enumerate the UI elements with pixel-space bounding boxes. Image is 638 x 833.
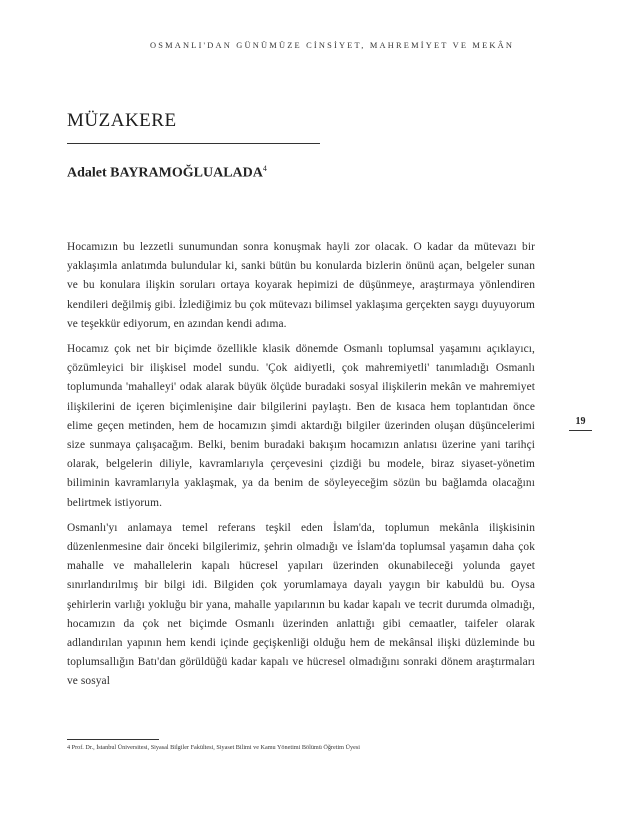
author-footnote-marker: 4	[262, 164, 267, 173]
section-title: MÜZAKERE	[67, 110, 177, 131]
title-underline	[67, 143, 320, 144]
footnote: 4 Prof. Dr., İstanbul Üniversitesi, Siyasal Bilgiler Fakültesi, Siyaset Bilimi ve Kamu Yönetimi Bölümü Öğretim Üyesi	[67, 744, 360, 751]
paragraph: Osmanlı'yı anlamaya temel referans teşkil eden İslam'da, toplumun mekânla ilişkisinin düzenlenmesine dair önceki bilgilerimiz, şehrin olmadığı ve İslam'da toplumsal yaşamın daha çok mahalle ve mahallelerin kapalı hücresel yapıları üzerinden okunabileceği yolunda gayet sınırlandırılmış bir bilgi idi. Bilgiden çok yorumlamaya dayalı yaygın bir kabuldü bu. Oysa şehirlerin varlığı yokluğu bir yana, mahalle yapılarının bu kadar kapalı ve tecrit durumda olmadığı, hocamızın da çok net biçimde Osmanlı üzerinden anlattığı gibi cemaatler, taifeler olarak adlandırılan yapının hem kendi içinde geçişkenliği olduğu hem de mekânsal ilişki düzleminde bu toplumsallığın Batı'dan görüldüğü kadar kapalı ve hücresel olmadığını sonraki dönem araştırmaları ve sosyal	[67, 521, 535, 688]
paragraph: Hocamızın bu lezzetli sunumundan sonra konuşmak hayli zor olacak. O kadar da mütevazı bir yaklaşımla anlatımda bulundular ki, sanki bütün bu konularda bizlerin önünü açan, belgeler sunan ve bu konulara ilişkin soruları ortaya koyarak hepimizi de düşünmeye, araştırmaya yönlendiren kendileri değilmiş gibi. İzlediğimiz bu çok mütevazı bilimsel yaklaşıma gerçekten saygı duyuyorum ve teşekkür ediyorum, en azından kendi adıma.	[67, 241, 535, 330]
body-text	[67, 238, 535, 698]
footnote-divider	[67, 739, 159, 740]
page-number: 19	[569, 416, 592, 431]
paragraph: Hocamız çok net bir biçimde özellikle klasik dönemde Osmanlı toplumsal yaşamını açıklayıcı, çözümleyici bir ilişkisel model sundu. 'Çok aidiyetli, çok mahremiyetli' tanımladığı Osmanlı toplumunda 'mahalleyi' odak alarak büyük ölçüde buradaki sosyal ilişkilerin mekân ve mahremiyet ilişkilerini de içeren biçimlenişine dair bilgilerini paylaştı. Ben de kısaca hem toplantıdan önce elime geçen metinden, hem de hocamızın şimdi aktardığı bilgiler üzerinden oluşan düşüncelerimi size sunmaya çalışacağım. Belki, benim buradaki bakışım hocamızın anlatısı üzerine yani tarihçi olarak, belgelerin diliyle, kavramlarıyla çerçevesini çizdiği bu modele, biraz siyaset-yönetim biliminin kavramlarıyla yaklaşmak, ya da benim de söyleyeceğim sözün bu bağlamda olacağını belirtmek istiyorum.	[67, 343, 535, 509]
author-line	[67, 164, 267, 182]
running-header: OSMANLI'DAN GÜNÜMÜZE CİNSİYET, MAHREMİYET VE MEKÂN	[150, 41, 515, 50]
author-name: Adalet BAYRAMOĞLUALADA	[67, 165, 263, 181]
